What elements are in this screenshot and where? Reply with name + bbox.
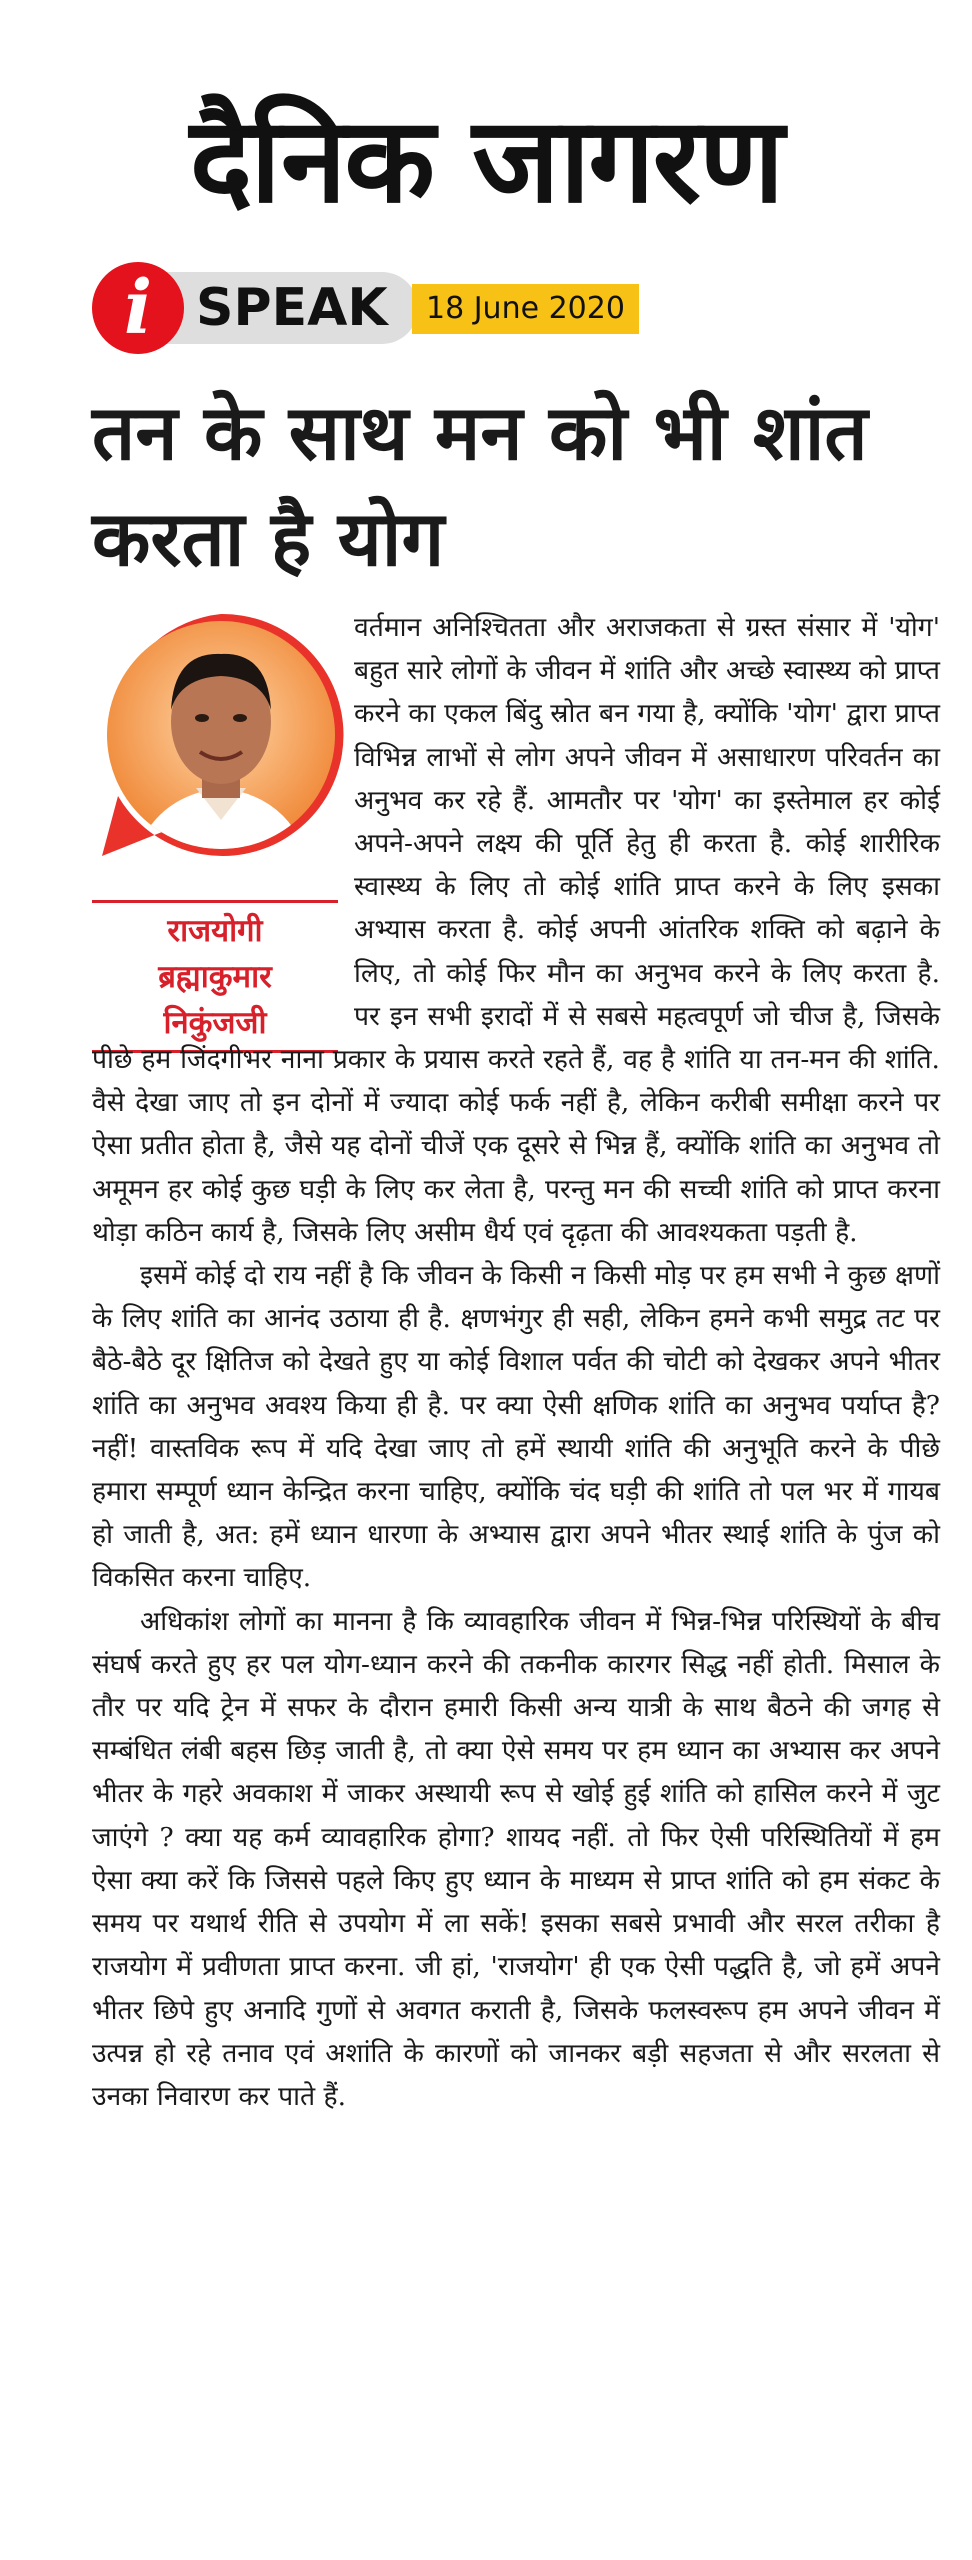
newspaper-masthead: दैनिक जागरण — [189, 91, 783, 229]
article-headline: तन के साथ मन को भी शांत करता है योग — [92, 388, 868, 583]
publication-date: 18 June 2020 — [412, 284, 639, 334]
article-paragraph-1: वर्तमान अनिश्चितता और अराजकता से ग्रस्त संसार में 'योग' बहुत सारे लोगों के जीवन में शांति और अच्छे स्वास्थ्य को प्राप्त करने का एकल बिंदु स्रोत बन गया है, क्योंकि 'योग' द्वारा प्राप्त विभिन्न लाभों से लोग अपने जीवन में असाधारण परिवर्तन का अनुभव कर रहे हैं. आमतौर पर 'योग' का इस्तेमाल हर कोई अपने-अपने लक्ष्य की पूर्ति हेतु ही करता है. कोई शारीरिक स्वास्थ्य के लिए तो कोई शांति प्राप्त करने के लिए इसका अभ्यास करता है. कोई अपनी आंतरिक शक्ति को बढ़ाने के लिए, तो कोई फिर मौन का अनुभव करने के लिए करता है. पर इन सभी इरादों में से सबसे महत्वपूर्ण जो चीज है, जिसके पीछे हम जिंदगीभर नाना प्रकार के प्रयास करते रहते हैं, वह है शांति या तन-मन की शांति. वैसे देखा जाए तो इन दोनों में ज्यादा कोई फर्क नहीं है, लेकिन करीबी समीक्षा करने पर ऐसा प्रतीत होता है, जैसे यह दोनों चीजें एक दूसरे से भिन्न हैं, क्योंकि शांति का अनुभव तो अमूमन हर कोई कुछ घड़ी के लिए कर लेता है, परन्तु मन की सच्ची शांति को प्राप्त करना थोड़ा कठिन कार्य है, जिसके लिए असीम धैर्य एवं दृढ़ता की आवश्यकता पड़ती है. — [92, 612, 940, 1248]
ispeak-i-circle: i — [92, 262, 184, 354]
ispeak-word: SPEAK — [196, 278, 388, 338]
author-title: राजयोगी — [167, 913, 263, 949]
article-body — [92, 606, 940, 2118]
author-organization: ब्रह्माकुमार — [158, 959, 272, 995]
portrait-spacer — [92, 606, 354, 1030]
ispeak-logo — [92, 262, 422, 354]
author-name: निकुंजजी — [163, 1005, 267, 1041]
article-paragraph-2: इसमें कोई दो राय नहीं है कि जीवन के किसी न किसी मोड़ पर हम सभी ने कुछ क्षणों के लिए शांति का आनंद उठाया ही है. क्षणभंगुर ही सही, लेकिन हमने कभी समुद्र तट पर बैठे-बैठे दूर क्षितिज को देखते हुए या कोई विशाल पर्वत की चोटी को देखकर अपने भीतर शांति का अनुभव अवश्य किया ही है. पर क्या ऐसी क्षणिक शांति का अनुभव पर्याप्त है? नहीं! वास्तविक रूप में यदि देखा जाए तो हमें स्थायी शांति की अनुभूति करने के पीछे हमारा सम्पूर्ण ध्यान केन्द्रित करना चाहिए, क्योंकि चंद घड़ी की शांति तो पल भर में गायब हो जाती है, अत: हमें ध्यान धारणा के अभ्यास द्वारा अपने भीतर स्थाई शांति के पुंज को विकसित करना चाहिए. — [92, 1260, 940, 1594]
article-paragraph-3: अधिकांश लोगों का मानना है कि व्यावहारिक जीवन में भिन्न-भिन्न परिस्थियों के बीच संघर्ष करते हुए हर पल योग-ध्यान करने की तकनीक कारगर सिद्ध नहीं होती. मिसाल के तौर पर यदि ट्रेन में सफर के दौरान हमारी किसी अन्य यात्री के साथ बैठने की जगह से सम्बंधित लंबी बहस छिड़ जाती है, तो क्या ऐसे समय पर हम ध्यान का अभ्यास कर अपने भीतर के गहरे अवकाश में जाकर अस्थायी रूप से खोई हुई शांति को हासिल करने में जुट जाएंगे ? क्या यह कर्म व्यावहारिक होगा? शायद नहीं. तो फिर ऐसी परिस्थितियों में हम ऐसा क्या करें कि जिससे पहले किए हुए ध्यान के माध्यम से प्राप्त शांति को हम संकट के समय पर यथार्थ रीति से उपयोग में ला सकें! इसका सबसे प्रभावी और सरल तरीका है राजयोग में प्रवीणता प्राप्त करना. जी हां, 'राजयोग' ही एक ऐसी पद्धति है, जो हमें अपने भीतर छिपे हुए अनादि गुणों से अवगत कराती है, जिसके फलस्वरूप हम अपने जीवन में उत्पन्न हो रहे तनाव एवं अशांति के कारणों को जानकर बड़ी सहजता से और सरलता से उनका निवारण कर पाते हैं. — [92, 1605, 940, 2112]
